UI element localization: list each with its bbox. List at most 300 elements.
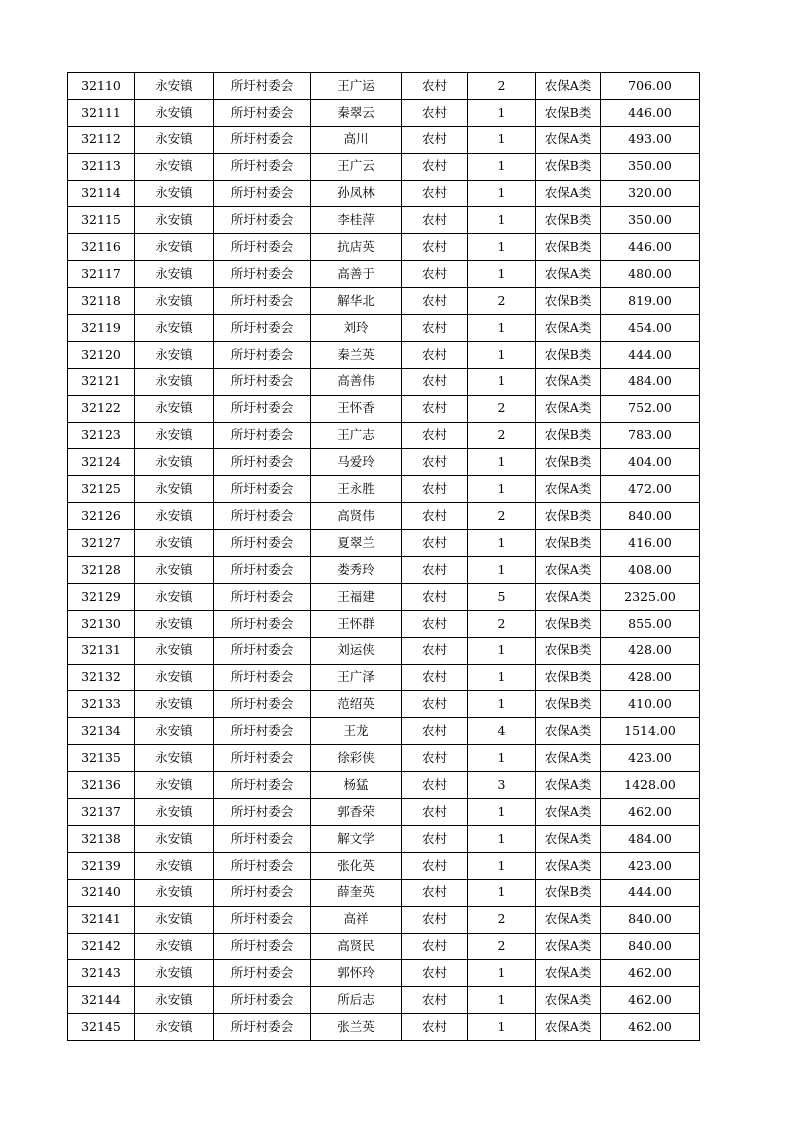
cell-insurance-category: 农保A类: [536, 180, 601, 207]
cell-record-id: 32128: [68, 557, 135, 584]
cell-record-id: 32139: [68, 852, 135, 879]
cell-person-name: 王龙: [311, 718, 402, 745]
cell-person-name: 李桂萍: [311, 207, 402, 234]
cell-record-id: 32129: [68, 583, 135, 610]
cell-person-name: 孙凤林: [311, 180, 402, 207]
cell-town: 永安镇: [135, 664, 214, 691]
cell-household-size: 1: [468, 180, 536, 207]
cell-household-size: 1: [468, 261, 536, 288]
cell-amount: 1428.00: [601, 772, 700, 799]
cell-amount: 444.00: [601, 341, 700, 368]
table-row: [68, 772, 700, 799]
cell-household-size: 3: [468, 772, 536, 799]
cell-amount: 484.00: [601, 825, 700, 852]
cell-person-name: 解文学: [311, 825, 402, 852]
cell-area-type: 农村: [402, 99, 468, 126]
cell-person-name: 范绍英: [311, 691, 402, 718]
cell-insurance-category: 农保B类: [536, 207, 601, 234]
cell-town: 永安镇: [135, 315, 214, 342]
cell-amount: 783.00: [601, 422, 700, 449]
cell-area-type: 农村: [402, 610, 468, 637]
cell-household-size: 1: [468, 799, 536, 826]
table-row: [68, 718, 700, 745]
cell-household-size: 1: [468, 341, 536, 368]
cell-town: 永安镇: [135, 772, 214, 799]
table-row: [68, 583, 700, 610]
cell-town: 永安镇: [135, 288, 214, 315]
cell-town: 永安镇: [135, 207, 214, 234]
cell-village-committee: 所圩村委会: [214, 879, 311, 906]
cell-area-type: 农村: [402, 153, 468, 180]
cell-town: 永安镇: [135, 422, 214, 449]
cell-person-name: 郭香荣: [311, 799, 402, 826]
table-row: [68, 610, 700, 637]
cell-area-type: 农村: [402, 288, 468, 315]
cell-town: 永安镇: [135, 610, 214, 637]
table-row: [68, 261, 700, 288]
cell-town: 永安镇: [135, 879, 214, 906]
cell-area-type: 农村: [402, 799, 468, 826]
cell-amount: 472.00: [601, 476, 700, 503]
cell-village-committee: 所圩村委会: [214, 126, 311, 153]
cell-person-name: 夏翠兰: [311, 530, 402, 557]
cell-town: 永安镇: [135, 153, 214, 180]
cell-town: 永安镇: [135, 368, 214, 395]
cell-household-size: 2: [468, 933, 536, 960]
cell-insurance-category: 农保B类: [536, 530, 601, 557]
cell-insurance-category: 农保A类: [536, 1014, 601, 1041]
cell-record-id: 32120: [68, 341, 135, 368]
table-row: [68, 99, 700, 126]
cell-amount: 350.00: [601, 153, 700, 180]
cell-area-type: 农村: [402, 933, 468, 960]
cell-amount: 428.00: [601, 664, 700, 691]
cell-amount: 819.00: [601, 288, 700, 315]
cell-village-committee: 所圩村委会: [214, 745, 311, 772]
cell-amount: 416.00: [601, 530, 700, 557]
table-row: [68, 906, 700, 933]
cell-record-id: 32136: [68, 772, 135, 799]
cell-town: 永安镇: [135, 180, 214, 207]
cell-area-type: 农村: [402, 718, 468, 745]
cell-record-id: 32133: [68, 691, 135, 718]
cell-household-size: 1: [468, 987, 536, 1014]
cell-village-committee: 所圩村委会: [214, 637, 311, 664]
cell-village-committee: 所圩村委会: [214, 261, 311, 288]
table-row: [68, 530, 700, 557]
table-row: [68, 395, 700, 422]
cell-record-id: 32144: [68, 987, 135, 1014]
cell-record-id: 32116: [68, 234, 135, 261]
cell-village-committee: 所圩村委会: [214, 610, 311, 637]
cell-amount: 454.00: [601, 315, 700, 342]
cell-household-size: 1: [468, 207, 536, 234]
cell-person-name: 刘玲: [311, 315, 402, 342]
table-row: [68, 852, 700, 879]
cell-record-id: 32121: [68, 368, 135, 395]
cell-person-name: 马爱玲: [311, 449, 402, 476]
cell-village-committee: 所圩村委会: [214, 341, 311, 368]
cell-record-id: 32114: [68, 180, 135, 207]
cell-village-committee: 所圩村委会: [214, 207, 311, 234]
cell-insurance-category: 农保A类: [536, 718, 601, 745]
cell-area-type: 农村: [402, 180, 468, 207]
cell-household-size: 1: [468, 852, 536, 879]
cell-person-name: 张兰英: [311, 1014, 402, 1041]
cell-record-id: 32135: [68, 745, 135, 772]
cell-record-id: 32127: [68, 530, 135, 557]
cell-record-id: 32117: [68, 261, 135, 288]
cell-record-id: 32143: [68, 960, 135, 987]
cell-amount: 2325.00: [601, 583, 700, 610]
cell-village-committee: 所圩村委会: [214, 395, 311, 422]
cell-person-name: 王福建: [311, 583, 402, 610]
cell-village-committee: 所圩村委会: [214, 852, 311, 879]
table-row: [68, 288, 700, 315]
cell-insurance-category: 农保B类: [536, 449, 601, 476]
cell-amount: 446.00: [601, 234, 700, 261]
cell-record-id: 32118: [68, 288, 135, 315]
cell-record-id: 32142: [68, 933, 135, 960]
cell-village-committee: 所圩村委会: [214, 449, 311, 476]
table-body: [68, 73, 700, 1041]
cell-area-type: 农村: [402, 557, 468, 584]
cell-amount: 320.00: [601, 180, 700, 207]
cell-town: 永安镇: [135, 933, 214, 960]
cell-amount: 423.00: [601, 745, 700, 772]
cell-person-name: 高贤伟: [311, 503, 402, 530]
cell-household-size: 1: [468, 960, 536, 987]
cell-person-name: 高川: [311, 126, 402, 153]
cell-insurance-category: 农保B类: [536, 637, 601, 664]
cell-household-size: 1: [468, 368, 536, 395]
cell-household-size: 2: [468, 610, 536, 637]
cell-area-type: 农村: [402, 261, 468, 288]
cell-insurance-category: 农保B类: [536, 234, 601, 261]
cell-record-id: 32132: [68, 664, 135, 691]
cell-person-name: 王广志: [311, 422, 402, 449]
cell-village-committee: 所圩村委会: [214, 368, 311, 395]
cell-amount: 493.00: [601, 126, 700, 153]
cell-area-type: 农村: [402, 1014, 468, 1041]
cell-person-name: 所后志: [311, 987, 402, 1014]
cell-record-id: 32145: [68, 1014, 135, 1041]
cell-town: 永安镇: [135, 691, 214, 718]
cell-insurance-category: 农保B类: [536, 288, 601, 315]
cell-household-size: 1: [468, 234, 536, 261]
cell-village-committee: 所圩村委会: [214, 422, 311, 449]
cell-household-size: 1: [468, 1014, 536, 1041]
cell-insurance-category: 农保A类: [536, 315, 601, 342]
table-row: [68, 126, 700, 153]
table-row: [68, 503, 700, 530]
cell-household-size: 4: [468, 718, 536, 745]
cell-village-committee: 所圩村委会: [214, 153, 311, 180]
cell-household-size: 5: [468, 583, 536, 610]
cell-area-type: 农村: [402, 503, 468, 530]
cell-insurance-category: 农保A类: [536, 395, 601, 422]
cell-area-type: 农村: [402, 583, 468, 610]
cell-village-committee: 所圩村委会: [214, 1014, 311, 1041]
cell-village-committee: 所圩村委会: [214, 476, 311, 503]
cell-town: 永安镇: [135, 987, 214, 1014]
cell-insurance-category: 农保A类: [536, 261, 601, 288]
cell-village-committee: 所圩村委会: [214, 583, 311, 610]
cell-amount: 706.00: [601, 73, 700, 100]
table-row: [68, 315, 700, 342]
cell-village-committee: 所圩村委会: [214, 557, 311, 584]
cell-town: 永安镇: [135, 234, 214, 261]
cell-town: 永安镇: [135, 718, 214, 745]
table-row: [68, 799, 700, 826]
cell-record-id: 32110: [68, 73, 135, 100]
cell-area-type: 农村: [402, 987, 468, 1014]
cell-town: 永安镇: [135, 1014, 214, 1041]
cell-record-id: 32123: [68, 422, 135, 449]
cell-household-size: 1: [468, 449, 536, 476]
cell-town: 永安镇: [135, 799, 214, 826]
cell-record-id: 32138: [68, 825, 135, 852]
cell-person-name: 王怀香: [311, 395, 402, 422]
cell-town: 永安镇: [135, 960, 214, 987]
cell-amount: 484.00: [601, 368, 700, 395]
cell-area-type: 农村: [402, 476, 468, 503]
cell-insurance-category: 农保B类: [536, 99, 601, 126]
cell-insurance-category: 农保A类: [536, 745, 601, 772]
cell-area-type: 农村: [402, 368, 468, 395]
cell-record-id: 32141: [68, 906, 135, 933]
cell-record-id: 32119: [68, 315, 135, 342]
cell-town: 永安镇: [135, 825, 214, 852]
cell-household-size: 2: [468, 503, 536, 530]
cell-amount: 462.00: [601, 1014, 700, 1041]
cell-person-name: 王广泽: [311, 664, 402, 691]
cell-amount: 840.00: [601, 503, 700, 530]
cell-person-name: 王怀群: [311, 610, 402, 637]
cell-amount: 410.00: [601, 691, 700, 718]
cell-household-size: 2: [468, 73, 536, 100]
cell-insurance-category: 农保A类: [536, 583, 601, 610]
table-row: [68, 207, 700, 234]
table-row: [68, 987, 700, 1014]
cell-town: 永安镇: [135, 852, 214, 879]
cell-village-committee: 所圩村委会: [214, 718, 311, 745]
cell-area-type: 农村: [402, 207, 468, 234]
cell-household-size: 2: [468, 288, 536, 315]
cell-amount: 462.00: [601, 799, 700, 826]
cell-household-size: 1: [468, 879, 536, 906]
cell-record-id: 32125: [68, 476, 135, 503]
cell-town: 永安镇: [135, 530, 214, 557]
cell-insurance-category: 农保A类: [536, 852, 601, 879]
table-row: [68, 637, 700, 664]
cell-area-type: 农村: [402, 664, 468, 691]
cell-area-type: 农村: [402, 772, 468, 799]
cell-village-committee: 所圩村委会: [214, 503, 311, 530]
cell-person-name: 解华北: [311, 288, 402, 315]
cell-insurance-category: 农保B类: [536, 610, 601, 637]
cell-area-type: 农村: [402, 422, 468, 449]
cell-household-size: 1: [468, 126, 536, 153]
cell-amount: 404.00: [601, 449, 700, 476]
cell-amount: 480.00: [601, 261, 700, 288]
table-row: [68, 341, 700, 368]
cell-village-committee: 所圩村委会: [214, 691, 311, 718]
cell-record-id: 32112: [68, 126, 135, 153]
cell-record-id: 32131: [68, 637, 135, 664]
cell-area-type: 农村: [402, 449, 468, 476]
cell-household-size: 1: [468, 745, 536, 772]
cell-insurance-category: 农保A类: [536, 772, 601, 799]
cell-area-type: 农村: [402, 745, 468, 772]
table-row: [68, 664, 700, 691]
table-row: [68, 879, 700, 906]
cell-household-size: 1: [468, 530, 536, 557]
cell-household-size: 1: [468, 99, 536, 126]
cell-record-id: 32126: [68, 503, 135, 530]
cell-insurance-category: 农保A类: [536, 906, 601, 933]
cell-area-type: 农村: [402, 126, 468, 153]
cell-village-committee: 所圩村委会: [214, 180, 311, 207]
cell-record-id: 32115: [68, 207, 135, 234]
cell-insurance-category: 农保B类: [536, 691, 601, 718]
cell-insurance-category: 农保A类: [536, 557, 601, 584]
cell-record-id: 32124: [68, 449, 135, 476]
cell-town: 永安镇: [135, 557, 214, 584]
table-row: [68, 825, 700, 852]
table-row: [68, 73, 700, 100]
cell-town: 永安镇: [135, 395, 214, 422]
cell-insurance-category: 农保B类: [536, 503, 601, 530]
cell-insurance-category: 农保A类: [536, 126, 601, 153]
cell-record-id: 32134: [68, 718, 135, 745]
cell-village-committee: 所圩村委会: [214, 987, 311, 1014]
cell-household-size: 1: [468, 637, 536, 664]
cell-person-name: 高善伟: [311, 368, 402, 395]
cell-household-size: 1: [468, 825, 536, 852]
cell-record-id: 32137: [68, 799, 135, 826]
cell-insurance-category: 农保A类: [536, 73, 601, 100]
table-row: [68, 557, 700, 584]
cell-town: 永安镇: [135, 745, 214, 772]
cell-insurance-category: 农保A类: [536, 368, 601, 395]
cell-amount: 840.00: [601, 933, 700, 960]
table-row: [68, 153, 700, 180]
cell-amount: 444.00: [601, 879, 700, 906]
cell-area-type: 农村: [402, 852, 468, 879]
cell-area-type: 农村: [402, 637, 468, 664]
cell-town: 永安镇: [135, 637, 214, 664]
cell-amount: 840.00: [601, 906, 700, 933]
cell-household-size: 1: [468, 557, 536, 584]
cell-town: 永安镇: [135, 583, 214, 610]
cell-person-name: 王广运: [311, 73, 402, 100]
cell-insurance-category: 农保A类: [536, 476, 601, 503]
cell-town: 永安镇: [135, 906, 214, 933]
cell-insurance-category: 农保A类: [536, 799, 601, 826]
cell-household-size: 1: [468, 691, 536, 718]
cell-household-size: 1: [468, 664, 536, 691]
cell-area-type: 农村: [402, 879, 468, 906]
cell-person-name: 徐彩侠: [311, 745, 402, 772]
table-row: [68, 691, 700, 718]
cell-person-name: 高善于: [311, 261, 402, 288]
cell-area-type: 农村: [402, 960, 468, 987]
table-row: [68, 933, 700, 960]
cell-insurance-category: 农保B类: [536, 879, 601, 906]
cell-insurance-category: 农保A类: [536, 987, 601, 1014]
table-row: [68, 234, 700, 261]
cell-record-id: 32111: [68, 99, 135, 126]
cell-amount: 408.00: [601, 557, 700, 584]
cell-household-size: 2: [468, 395, 536, 422]
table-row: [68, 476, 700, 503]
cell-area-type: 农村: [402, 906, 468, 933]
cell-village-committee: 所圩村委会: [214, 288, 311, 315]
cell-area-type: 农村: [402, 691, 468, 718]
cell-insurance-category: 农保A类: [536, 960, 601, 987]
cell-village-committee: 所圩村委会: [214, 530, 311, 557]
cell-area-type: 农村: [402, 395, 468, 422]
cell-person-name: 王永胜: [311, 476, 402, 503]
cell-amount: 423.00: [601, 852, 700, 879]
cell-area-type: 农村: [402, 530, 468, 557]
cell-person-name: 高贤民: [311, 933, 402, 960]
cell-village-committee: 所圩村委会: [214, 772, 311, 799]
table-row: [68, 422, 700, 449]
cell-person-name: 杨猛: [311, 772, 402, 799]
cell-area-type: 农村: [402, 315, 468, 342]
table-row: [68, 180, 700, 207]
cell-insurance-category: 农保B类: [536, 341, 601, 368]
cell-amount: 855.00: [601, 610, 700, 637]
cell-household-size: 2: [468, 422, 536, 449]
cell-town: 永安镇: [135, 126, 214, 153]
cell-amount: 462.00: [601, 960, 700, 987]
table-row: [68, 960, 700, 987]
cell-town: 永安镇: [135, 503, 214, 530]
cell-village-committee: 所圩村委会: [214, 73, 311, 100]
cell-household-size: 1: [468, 476, 536, 503]
cell-person-name: 刘运侠: [311, 637, 402, 664]
cell-area-type: 农村: [402, 825, 468, 852]
cell-person-name: 娄秀玲: [311, 557, 402, 584]
cell-person-name: 秦兰英: [311, 341, 402, 368]
cell-village-committee: 所圩村委会: [214, 825, 311, 852]
cell-amount: 446.00: [601, 99, 700, 126]
cell-amount: 752.00: [601, 395, 700, 422]
cell-record-id: 32113: [68, 153, 135, 180]
cell-village-committee: 所圩村委会: [214, 960, 311, 987]
cell-insurance-category: 农保A类: [536, 933, 601, 960]
cell-insurance-category: 农保A类: [536, 825, 601, 852]
cell-village-committee: 所圩村委会: [214, 664, 311, 691]
cell-village-committee: 所圩村委会: [214, 99, 311, 126]
table-row: [68, 745, 700, 772]
cell-amount: 462.00: [601, 987, 700, 1014]
cell-village-committee: 所圩村委会: [214, 933, 311, 960]
cell-amount: 428.00: [601, 637, 700, 664]
cell-town: 永安镇: [135, 99, 214, 126]
cell-town: 永安镇: [135, 341, 214, 368]
cell-record-id: 32140: [68, 879, 135, 906]
cell-village-committee: 所圩村委会: [214, 906, 311, 933]
cell-insurance-category: 农保B类: [536, 153, 601, 180]
cell-insurance-category: 农保B类: [536, 422, 601, 449]
cell-person-name: 抗店英: [311, 234, 402, 261]
cell-record-id: 32122: [68, 395, 135, 422]
cell-household-size: 1: [468, 153, 536, 180]
